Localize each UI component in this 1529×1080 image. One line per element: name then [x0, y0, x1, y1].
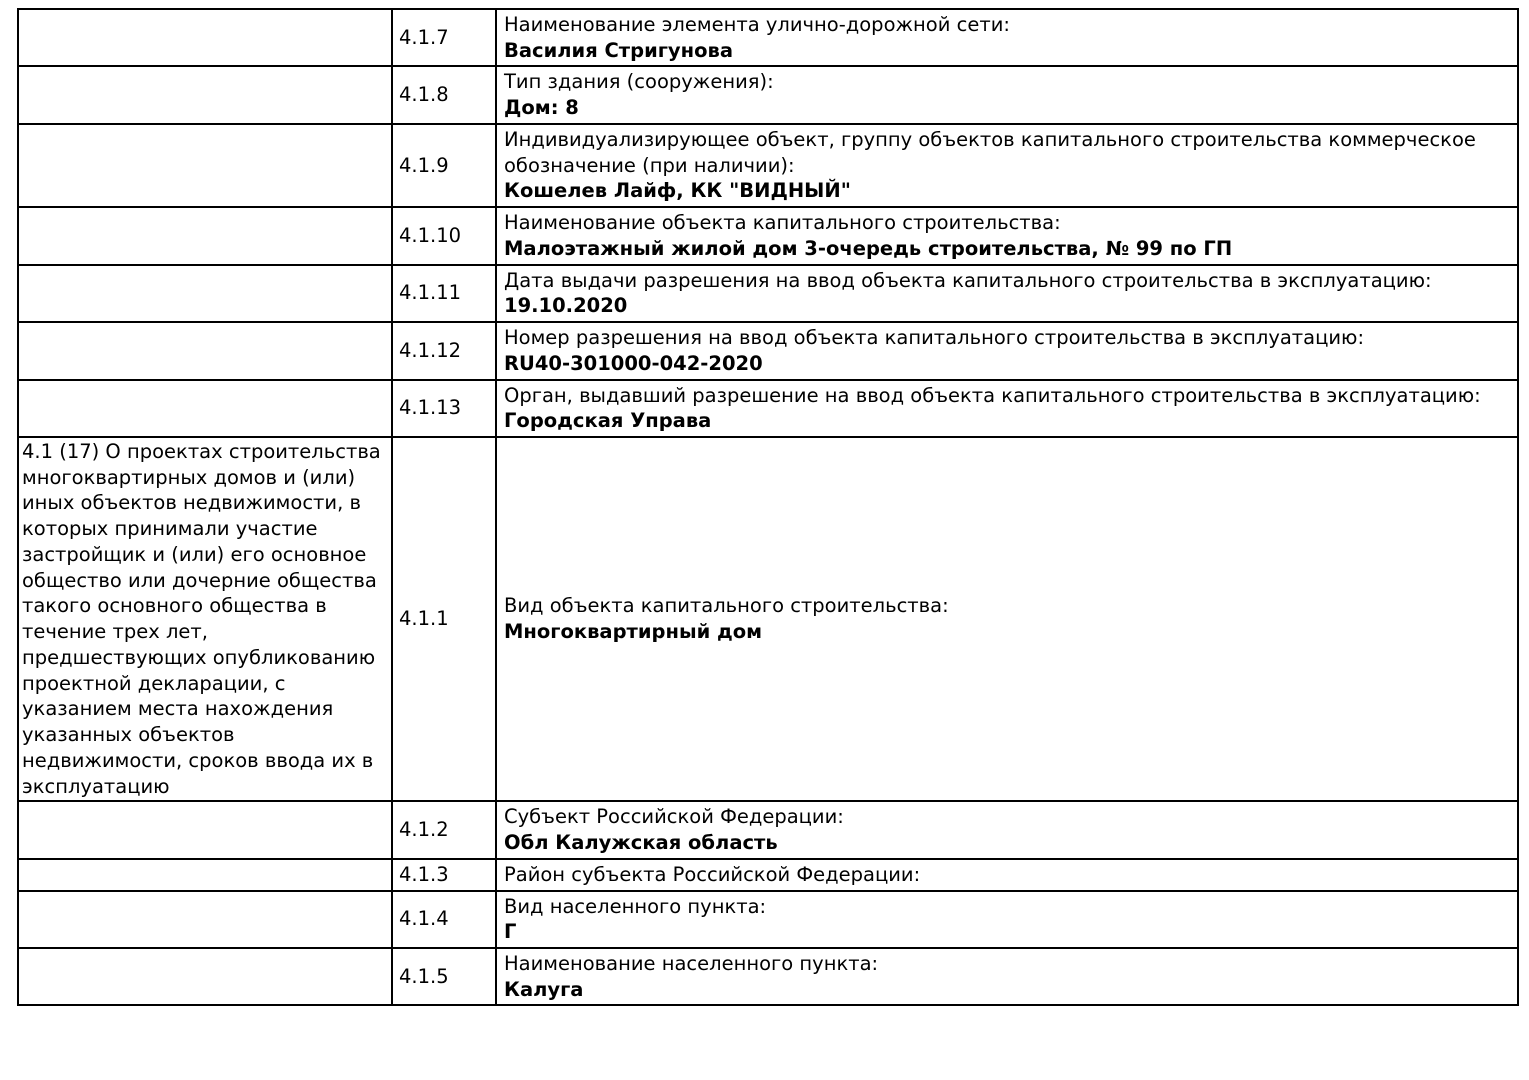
item-value: Василия Стригунова: [504, 38, 734, 62]
section-description-cell: [18, 380, 392, 437]
item-content-cell: [496, 948, 1518, 1005]
declaration-table-body: [18, 9, 1518, 1005]
item-label: Дата выдачи разрешения на ввод объекта капитального строительства в эксплуатацию:: [504, 268, 1432, 292]
item-label: Вид объекта капитального строительства:: [504, 594, 949, 618]
table-row: [18, 265, 1518, 322]
item-value: Многоквартирный дом: [504, 620, 763, 644]
item-content-cell: [496, 859, 1518, 891]
item-content-cell: [496, 437, 1518, 801]
item-value: 19.10.2020: [504, 294, 628, 318]
section-description-cell: [18, 207, 392, 264]
item-content-cell: [496, 9, 1518, 66]
declaration-table: [17, 8, 1519, 1006]
section-description-cell: [18, 948, 392, 1005]
item-label: Наименование объекта капитального строительства:: [504, 211, 1061, 235]
table-row: [18, 891, 1518, 948]
item-code-cell: 4.1.11: [392, 265, 496, 322]
item-content-cell: [496, 66, 1518, 123]
table-row: [18, 322, 1518, 379]
item-value: Кошелев Лайф, КК "ВИДНЫЙ": [504, 179, 851, 203]
item-label: Индивидуализирующее объект, группу объектов капитального строительства коммерческое обозначение (при наличии):: [504, 127, 1476, 177]
section-description-cell: [18, 124, 392, 207]
item-content-cell: [496, 207, 1518, 264]
item-content-cell: [496, 380, 1518, 437]
item-code-cell: 4.1.7: [392, 9, 496, 66]
item-value: Г: [504, 920, 517, 944]
item-code-cell: 4.1.5: [392, 948, 496, 1005]
item-value: Обл Калужская область: [504, 831, 778, 855]
item-content-cell: [496, 891, 1518, 948]
item-label: Район субъекта Российской Федерации:: [504, 862, 921, 886]
item-code-cell: 4.1.3: [392, 859, 496, 891]
item-label: Тип здания (сооружения):: [504, 70, 774, 94]
item-label: Наименование элемента улично-дорожной сети:: [504, 13, 1010, 36]
table-row: [18, 801, 1518, 858]
item-value: RU40-301000-042-2020: [504, 351, 763, 375]
section-description-cell: [18, 801, 392, 858]
item-content-cell: [496, 265, 1518, 322]
table-row: [18, 66, 1518, 123]
section-description-cell: [18, 891, 392, 948]
item-content-cell: [496, 124, 1518, 207]
item-label: Наименование населенного пункта:: [504, 951, 879, 975]
section-description-cell: 4.1 (17) О проектах строительства многоквартирных домов и (или) иных объектов недвижимости, в которых принимали участие застройщик и (или) его основное общество или дочерние общества такого основного общества в течение трех лет, предшествующих опубликованию проектной декларации, с указанием места нахождения указанных объектов недвижимости, сроков ввода их в эксплуатацию: [18, 437, 392, 801]
item-content-cell: [496, 322, 1518, 379]
section-description-cell: [18, 66, 392, 123]
table-row: [18, 380, 1518, 437]
item-value: Малоэтажный жилой дом 3-очередь строительства, № 99 по ГП: [504, 236, 1233, 260]
section-description-cell: [18, 859, 392, 891]
item-code-cell: 4.1.12: [392, 322, 496, 379]
item-label: Субъект Российской Федерации:: [504, 805, 844, 829]
item-label: Вид населенного пункта:: [504, 894, 767, 918]
table-row: [18, 948, 1518, 1005]
item-code-cell: 4.1.13: [392, 380, 496, 437]
item-label: Номер разрешения на ввод объекта капитального строительства в эксплуатацию:: [504, 326, 1365, 350]
item-code-cell: 4.1.1: [392, 437, 496, 801]
item-code-cell: 4.1.2: [392, 801, 496, 858]
item-code-cell: 4.1.4: [392, 891, 496, 948]
table-row: [18, 437, 1518, 801]
section-description-cell: [18, 265, 392, 322]
item-label: Орган, выдавший разрешение на ввод объекта капитального строительства в эксплуатацию:: [504, 383, 1481, 407]
section-description-cell: [18, 322, 392, 379]
item-code-cell: 4.1.10: [392, 207, 496, 264]
item-code-cell: 4.1.8: [392, 66, 496, 123]
table-row: [18, 124, 1518, 207]
table-row: [18, 859, 1518, 891]
item-value: Дом: 8: [504, 96, 579, 120]
item-value: Калуга: [504, 977, 584, 1001]
item-content-cell: [496, 801, 1518, 858]
item-code-cell: 4.1.9: [392, 124, 496, 207]
table-row: [18, 207, 1518, 264]
section-description-cell: [18, 9, 392, 66]
item-value: Городская Управа: [504, 409, 712, 433]
table-row: [18, 9, 1518, 66]
